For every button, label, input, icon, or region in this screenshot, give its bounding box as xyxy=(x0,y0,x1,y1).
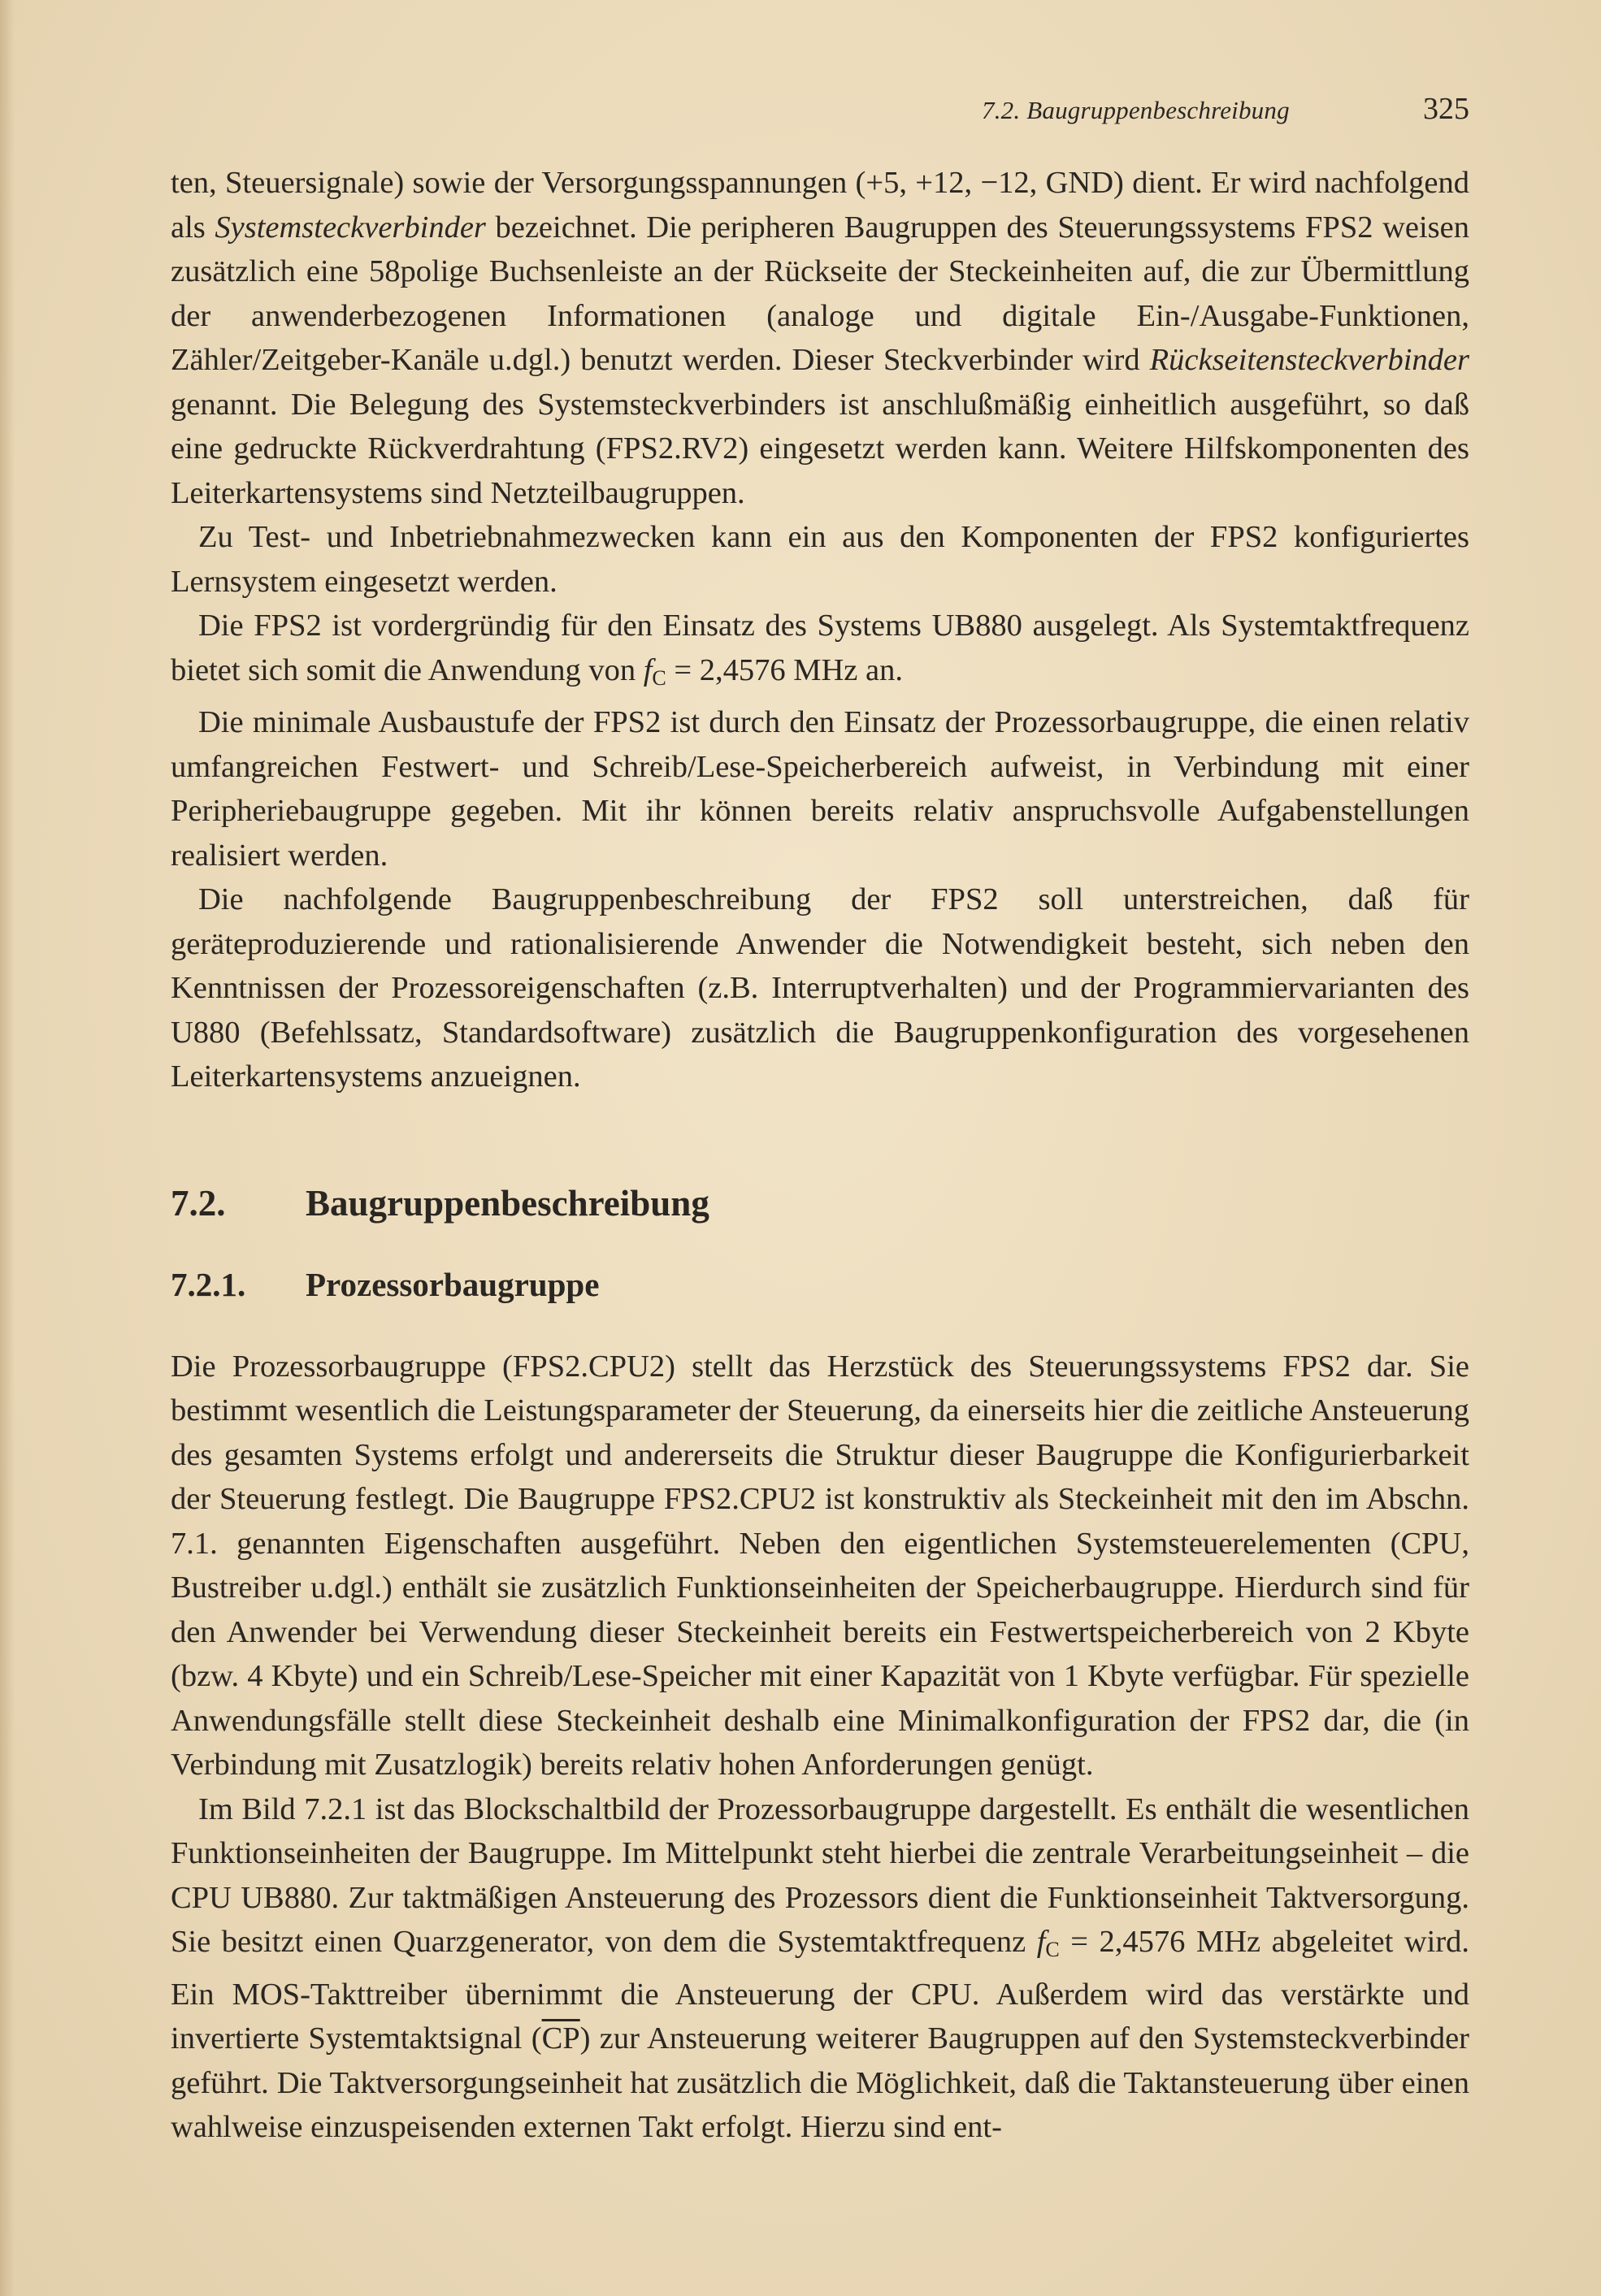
paragraph-2: Zu Test- und Inbetriebnahmezwecken kann ein aus den Komponenten der FPS2 konfiguriertes Lernsystem eingesetzt werden. xyxy=(171,520,1469,599)
paragraph-1: ten, Steuersignale) sowie der Versorgungsspannungen (+5, +12, −12, GND) dient. Er wird nachfolgend als Systemsteckverbinder bezeichnet. Die peripheren Baugruppen des Steuerungssystems FPS2 weisen zusätzlich eine 58polige Buchsenleiste an der Rückseite der Steckeinheiten auf, die zur Übermittlung der anwenderbezogenen Informationen (analoge und digitale Ein-/Ausgabe-Funktionen, Zähler/Zeitgeber-Kanäle u.dgl.) benutzt werden. Dieser Steckverbinder wird Rückseitensteckverbinder genannt. Die Belegung des Systemsteckverbinders ist anschlußmäßig einheitlich ausgeführt, so daß eine gedruckte Rückverdrahtung (FPS2.RV2) eingesetzt werden kann. Weitere Hilfskomponenten des Leiterkartensystems sind Netzteilbaugruppen. xyxy=(171,166,1469,510)
running-head: 7.2. Baugruppenbeschreibung xyxy=(982,96,1290,124)
section-heading xyxy=(171,1179,1469,1228)
paragraph-5: Die nachfolgende Baugruppenbeschreibung der FPS2 soll unterstreichen, daß für geräteproduzierende und rationalisierende Anwender die Notwendigkeit besteht, sich neben den Kenntnissen der Prozessoreigenschaften (z.B. Interruptverhalten) und der Programmiervarianten des U880 (Befehlssatz, Standardsoftware) zusätzlich die Baugruppenkonfiguration des vorgesehenen Leiterkartensystems anzueignen. xyxy=(171,882,1469,1094)
paragraph-4: Die minimale Ausbaustufe der FPS2 ist durch den Einsatz der Prozessorbaugruppe, die einen relativ umfangreichen Festwert- und Schreib/Lese-Speicherbereich aufweist, in Verbindung mit einer Peripheriebaugruppe gegeben. Mit ihr können bereits relativ anspruchsvolle Aufgabenstellungen realisiert werden. xyxy=(171,705,1469,873)
section-number: 7.2. xyxy=(171,1182,226,1224)
page-number: 325 xyxy=(1423,92,1469,126)
term-systemsteckverbinder: Systemsteckverbinder xyxy=(215,210,486,245)
subsection-title: Prozessorbaugruppe xyxy=(306,1265,600,1303)
section-title: Baugruppenbeschreibung xyxy=(306,1182,709,1224)
page-content xyxy=(171,161,1469,2150)
term-rueckseitensteckverbinder: Rückseitensteckverbinder xyxy=(1149,343,1469,377)
subsection-heading xyxy=(171,1262,1469,1307)
cp-signal: $\overline{CP}$ xyxy=(541,2021,580,2056)
paragraph-3: Die FPS2 ist vordergründig für den Einsatz des Systems UB880 ausgelegt. Als Systemtaktfrequenz bietet sich somit die Anwendung von $f_C = 2,4576$ MHz an. xyxy=(171,609,1469,690)
paragraph-7: Im Bild 7.2.1 ist das Blockschaltbild der Prozessorbaugruppe dargestellt. Es enthält die wesentlichen Funktionseinheiten der Baugruppe. Im Mittelpunkt steht hierbei die zentrale Verarbeitungseinheit – die CPU UB880. Zur taktmäßigen Ansteuerung des Prozessors dient die Funktionseinheit Taktversorgung. Sie besitzt einen Quarzgenerator, von dem die Systemtaktfrequenz $f_C = 2,4576$ MHz abgeleitet wird. Ein MOS-Takttreiber übernimmt die Ansteuerung der CPU. Außerdem wird das verstärkte und invertierte Systemtaktsignal $(\overline{CP})$ zur Ansteuerung weiterer Baugruppen auf den Systemsteckverbinder geführt. Die Taktversorgungseinheit hat zusätzlich die Möglichkeit, daß die Taktansteuerung über einen wahlweise einzuspeisenden externen Takt erfolgt. Hierzu sind ent- xyxy=(171,1791,1470,2144)
page-edge-shadow xyxy=(0,0,15,2296)
paragraph-6: Die Prozessorbaugruppe (FPS2.CPU2) stellt das Herzstück des Steuerungssystems FPS2 dar. Sie bestimmt wesentlich die Leistungsparameter der Steuerung, da einerseits hier die zeitliche Ansteuerung des gesamten Systems erfolgt und andererseits die Struktur dieser Baugruppe die Konfigurierbarkeit der Steuerung festlegt. Die Baugruppe FPS2.CPU2 ist konstruktiv als Steckeinheit mit den im Abschn. 7.1. genannten Eigenschaften ausgeführt. Neben den eigentlichen Systemsteuerelementen (CPU, Bustreiber u.dgl.) enthält sie zusätzlich Funktionseinheiten der Speicherbaugruppe. Hierdurch sind für den Anwender bei Verwendung dieser Steckeinheit bereits ein Festwertspeicherbereich von 2 Kbyte (bzw. 4 Kbyte) und ein Schreib/Lese-Speicher mit einer Kapazität von 1 Kbyte verfügbar. Für spezielle Anwendungsfälle stellt diese Steckeinheit deshalb eine Minimalkonfiguration der FPS2 dar, die (in Verbindung mit Zusatzlogik) bereits relativ hohen Anforderungen genügt. xyxy=(171,1349,1469,1782)
subsection-number: 7.2.1. xyxy=(171,1265,246,1303)
page-header xyxy=(982,91,1469,136)
